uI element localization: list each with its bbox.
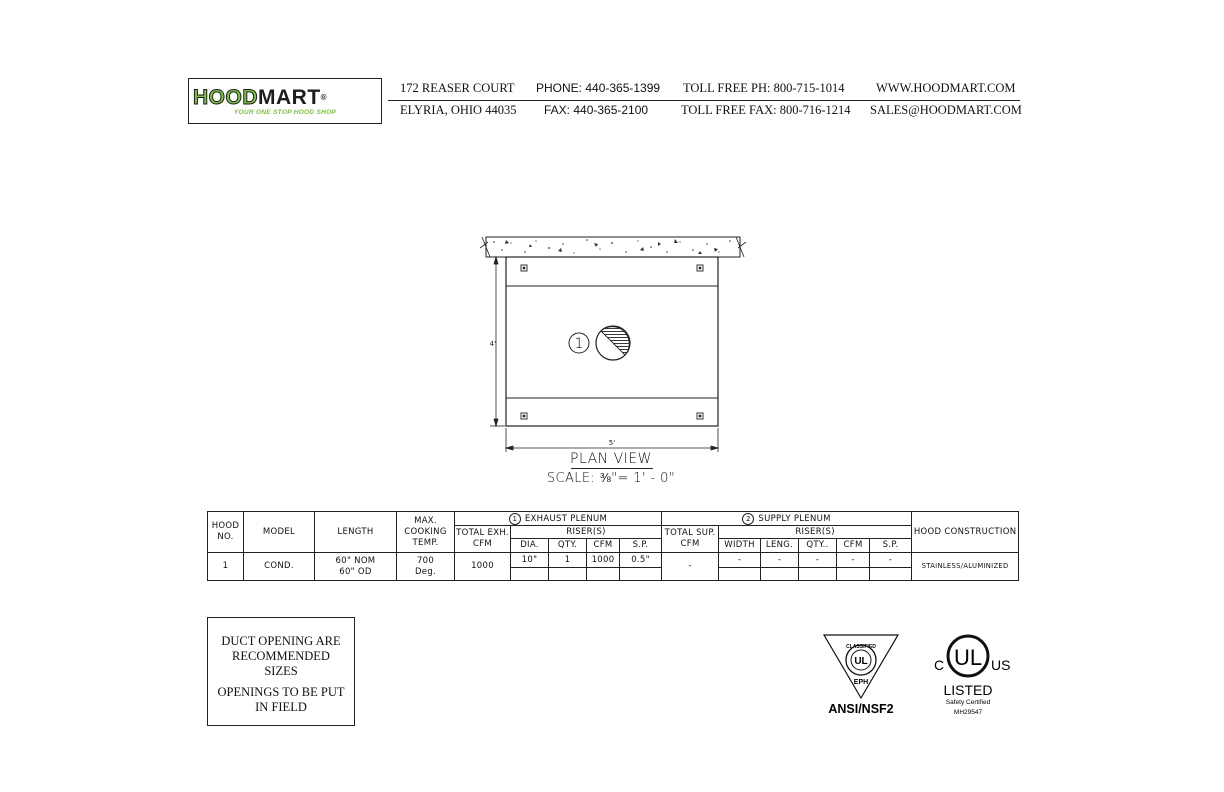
header-supply-risers: RISER(S)	[719, 526, 912, 539]
hood-schedule-table	[207, 511, 1019, 581]
exhaust-number-badge: 1	[509, 513, 521, 525]
header-sp: S.P.	[620, 539, 662, 553]
cell-length-od: 60" OD	[339, 566, 372, 577]
cell-hood-no: 1	[208, 553, 244, 581]
cell-total-exh-cfm: 1000	[455, 553, 511, 581]
header-total-sup-cfm: TOTAL SUP. CFM	[662, 526, 719, 553]
height-dimension-label: 4'	[489, 340, 496, 348]
header-width: WIDTH	[719, 539, 761, 553]
ansi-ul-text: UL	[854, 656, 868, 667]
logo-registered-mark: ®	[320, 93, 328, 102]
cell-sp: 0.5"	[620, 553, 662, 568]
header-divider	[388, 100, 1020, 101]
toll-free-fax: TOLL FREE FAX: 800-716-1214	[681, 103, 851, 117]
header-supply-plenum	[662, 512, 912, 526]
ansi-arc-text: CLASSIFIED	[846, 644, 876, 650]
blank-cell	[587, 568, 620, 581]
supply-number-badge: 2	[742, 513, 754, 525]
ansi-eph-text: EPH	[853, 679, 869, 686]
plan-view-title: PLAN VIEW	[570, 451, 652, 467]
header-supply-cfm: CFM	[837, 539, 870, 553]
blank-cell	[511, 568, 549, 581]
header-hood-no: HOOD NO.	[208, 512, 244, 553]
width-dimension-label: 5'	[608, 439, 616, 447]
blank-cell	[719, 568, 761, 581]
height-dimension	[490, 257, 505, 426]
cell-length	[315, 553, 397, 581]
header-qty: QTY.	[549, 539, 587, 553]
address-line-1: 172 REASER COURT	[400, 81, 515, 95]
plan-scale-label: SCALE: ⅜"= 1' - 0"	[546, 471, 676, 486]
logo-tagline: YOUR ONE STOP HOOD SHOP	[233, 109, 337, 116]
ul-listed-text: LISTED	[943, 682, 993, 698]
header-total-exh-cfm: TOTAL EXH. CFM	[455, 526, 511, 553]
cell-cfm: 1000	[587, 553, 620, 568]
width-dimension	[506, 428, 718, 452]
cell-width: -	[719, 553, 761, 568]
cell-temp-unit: Deg.	[414, 566, 437, 577]
email-link[interactable]: SALES@HOODMART.COM	[870, 103, 1022, 117]
blank-cell	[620, 568, 662, 581]
header-supply-sp: S.P.	[870, 539, 912, 553]
header-exhaust-risers: RISER(S)	[511, 526, 662, 539]
blank-cell	[549, 568, 587, 581]
exhaust-plenum-label: EXHAUST PLENUM	[524, 513, 608, 524]
hoodmart-logo	[188, 78, 382, 124]
duct-opening-note	[207, 617, 355, 726]
ansi-nsf-certification-badge	[820, 632, 902, 718]
cell-max-temp	[397, 553, 455, 581]
cell-supply-qty: -	[799, 553, 837, 568]
cell-dia: 10"	[511, 553, 549, 568]
logo-hood-text: HOOD	[193, 86, 258, 109]
ul-us-mark: US	[991, 657, 1011, 673]
ul-c-mark: C	[934, 657, 945, 673]
logo-wordmark	[193, 87, 327, 109]
blank-cell	[870, 568, 912, 581]
cell-leng: -	[761, 553, 799, 568]
header-max-temp: MAX. COOKING TEMP.	[397, 512, 455, 553]
riser-marker-label: 1	[574, 336, 584, 352]
note-line-2: OPENINGS TO BE PUT IN FIELD	[217, 685, 345, 714]
ul-safety-text: Safety Certified	[945, 699, 991, 706]
cell-model: COND.	[244, 553, 315, 581]
blank-cell	[761, 568, 799, 581]
cell-total-sup-cfm: -	[662, 553, 719, 581]
cell-hood-construction: STAINLESS/ALUMINIZED	[912, 553, 1019, 581]
plan-view-drawing	[470, 228, 760, 458]
ul-certificate-number: MH29547	[953, 709, 983, 716]
address-line-2: ELYRIA, OHIO 44035	[400, 103, 517, 117]
header-dia: DIA.	[511, 539, 549, 553]
cell-temp-value: 700	[416, 555, 435, 566]
website-link[interactable]: WWW.HOODMART.COM	[876, 81, 1016, 95]
header-hood-construction: HOOD CONSTRUCTION	[912, 512, 1019, 553]
toll-free-phone: TOLL FREE PH: 800-715-1014	[683, 81, 845, 95]
ul-logo-text: UL	[953, 645, 983, 670]
cell-qty: 1	[549, 553, 587, 568]
note-line-1: DUCT OPENING ARE RECOMMENDED SIZES	[221, 634, 341, 678]
header-supply-qty: QTY..	[799, 539, 837, 553]
header-length: LENGTH	[315, 512, 397, 553]
table-row	[208, 553, 1019, 568]
exhaust-riser-symbol	[596, 326, 630, 360]
plan-title-underline	[571, 468, 653, 469]
header-cfm: CFM	[587, 539, 620, 553]
riser-marker	[569, 333, 589, 353]
table-header-row	[208, 512, 1019, 526]
blank-cell	[799, 568, 837, 581]
header-model: MODEL	[244, 512, 315, 553]
cell-length-nom: 60" NOM	[335, 555, 376, 566]
fax-number: FAX: 440-365-2100	[544, 103, 649, 117]
supply-plenum-label: SUPPLY PLENUM	[758, 513, 831, 524]
header-exhaust-plenum	[455, 512, 662, 526]
ul-listed-certification-badge	[930, 632, 1014, 718]
ansi-nsf-label: ANSI/NSF2	[828, 702, 894, 716]
concrete-ceiling	[480, 237, 746, 257]
blank-cell	[837, 568, 870, 581]
header-leng: LENG.	[761, 539, 799, 553]
cell-supply-sp: -	[870, 553, 912, 568]
logo-mart-text: MART	[258, 86, 321, 109]
phone-number: PHONE: 440-365-1399	[536, 81, 661, 95]
cell-supply-cfm: -	[837, 553, 870, 568]
